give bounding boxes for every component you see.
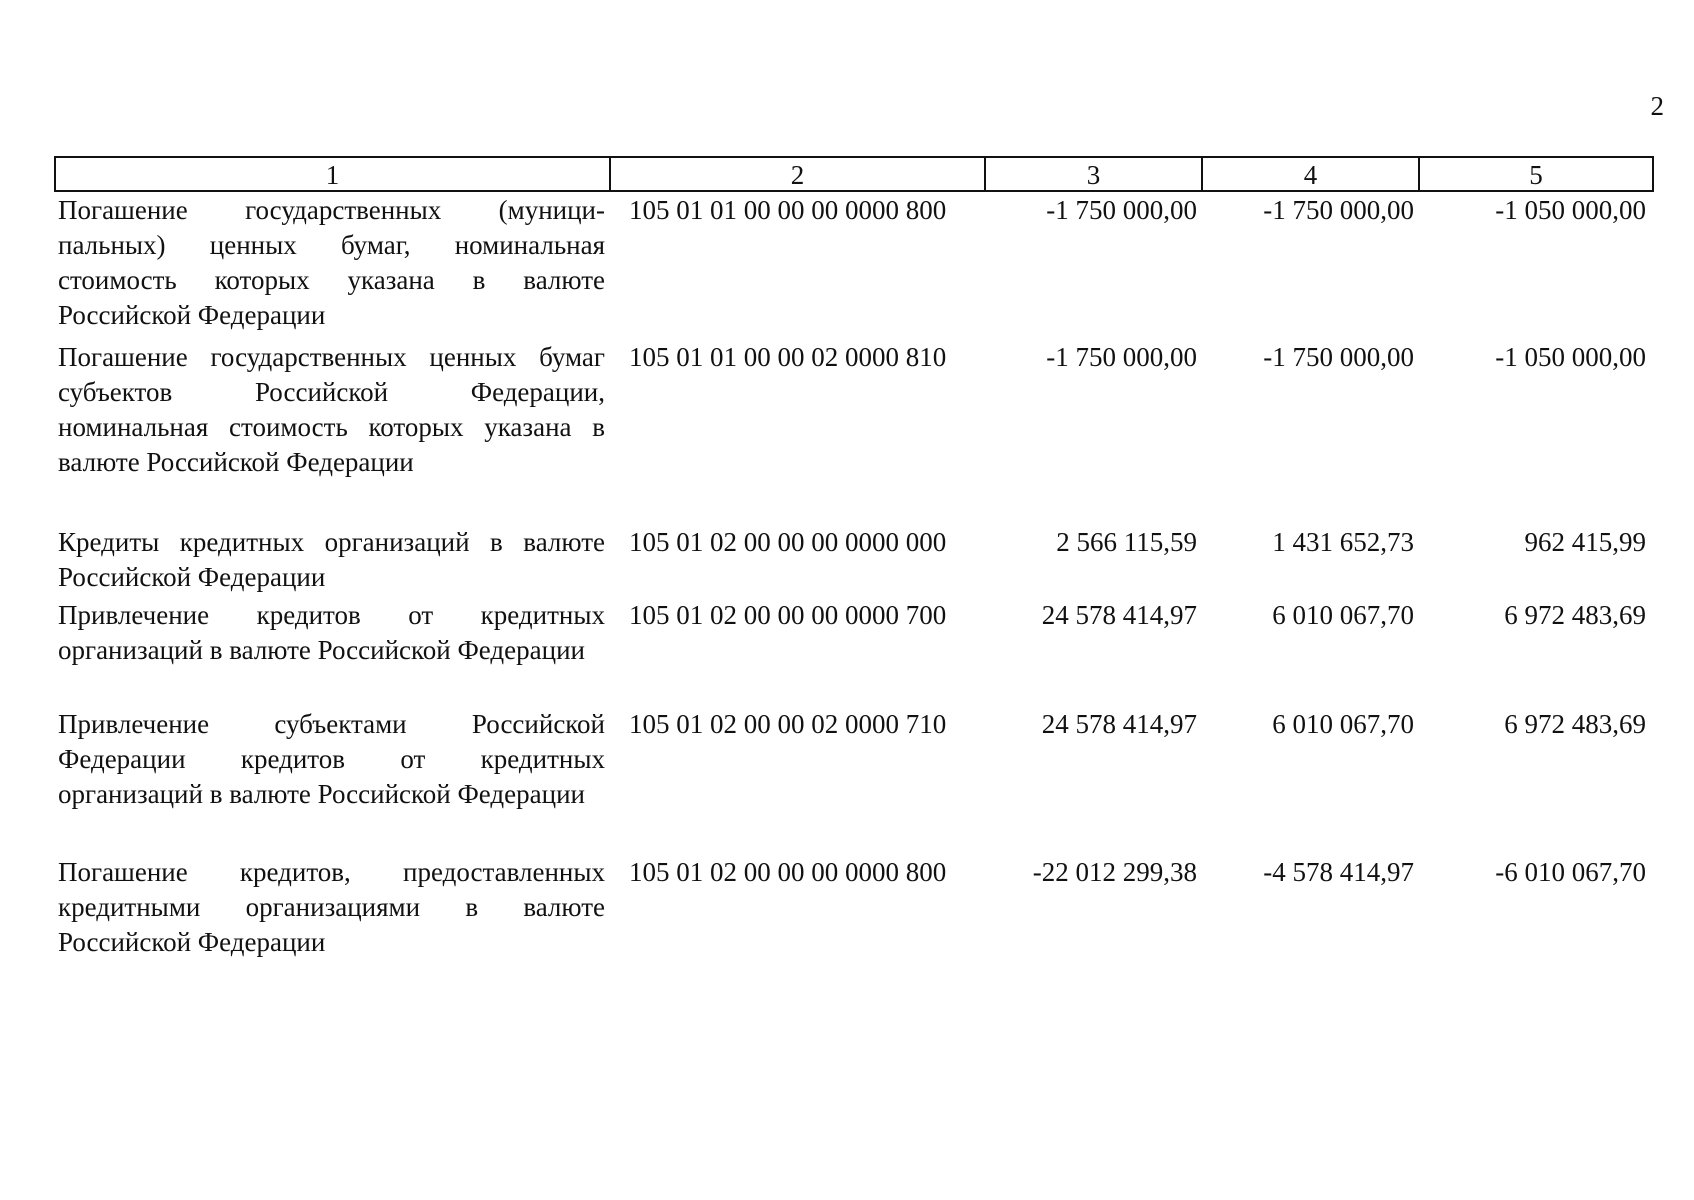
table-header [54, 156, 1654, 192]
row-value-col3: -1 750 000,00 [1046, 342, 1197, 372]
row-code: 105 01 02 00 00 00 0000 000 [629, 527, 947, 557]
header-col-4: 4 [1203, 158, 1420, 192]
table-row [54, 340, 1654, 480]
table-row [54, 707, 1654, 812]
row-description: Привлечение субъектами Российской Федерации кредитов от кредитных организаций в валюте Российской Федерации [58, 709, 605, 809]
row-value-col4: 1 431 652,73 [1272, 527, 1414, 557]
header-col-5: 5 [1529, 160, 1543, 190]
row-value-col3: 2 566 115,59 [1056, 527, 1197, 557]
row-description: Привлечение кредитов от кредитных организаций в валюте Российской Федерации [58, 600, 605, 665]
row-value-col5: 6 972 483,69 [1504, 600, 1646, 630]
row-value-col4: -1 750 000,00 [1263, 195, 1414, 225]
row-value-col5: -6 010 067,70 [1495, 857, 1646, 887]
row-code: 105 01 01 00 00 02 0000 810 [629, 342, 947, 372]
row-code: 105 01 02 00 00 00 0000 700 [629, 600, 947, 630]
row-value-col4: 6 010 067,70 [1272, 600, 1414, 630]
row-value-col5: -1 050 000,00 [1495, 342, 1646, 372]
table-row [54, 598, 1654, 668]
row-code: 105 01 01 00 00 00 0000 800 [629, 195, 947, 225]
table-row [54, 855, 1654, 960]
row-code: 105 01 02 00 00 00 0000 800 [629, 857, 947, 887]
row-value-col5: 6 972 483,69 [1504, 709, 1646, 739]
row-description: Погашение государственных ценных бумаг субъектов Российской Федерации, номинальная стоимость которых указана в валюте Российской Федерации [58, 342, 605, 477]
row-code: 105 01 02 00 00 02 0000 710 [629, 709, 947, 739]
header-col-2: 2 [611, 158, 986, 192]
row-value-col3: 24 578 414,97 [1041, 709, 1197, 739]
row-value-col4: -1 750 000,00 [1263, 342, 1414, 372]
row-value-col3: 24 578 414,97 [1041, 600, 1197, 630]
page-number: 2 [1650, 91, 1664, 121]
row-value-col3: -22 012 299,38 [1032, 857, 1197, 887]
header-col-1: 1 [56, 158, 611, 192]
row-description: Погашение кредитов, предоставленных кредитными организациями в валюте Российской Федерации [58, 857, 605, 957]
row-description: Погашение государственных (муници-пальных) ценных бумаг, номинальная стоимость которых указана в валюте Российской Федерации [58, 195, 605, 330]
row-value-col3: -1 750 000,00 [1046, 195, 1197, 225]
table-row [54, 525, 1654, 595]
row-value-col4: -4 578 414,97 [1263, 857, 1414, 887]
row-value-col5: 962 415,99 [1524, 527, 1646, 557]
row-description: Кредиты кредитных организаций в валюте Российской Федерации [58, 527, 605, 592]
table-row [54, 193, 1654, 333]
row-value-col5: -1 050 000,00 [1495, 195, 1646, 225]
row-value-col4: 6 010 067,70 [1272, 709, 1414, 739]
header-col-3: 3 [986, 158, 1203, 192]
